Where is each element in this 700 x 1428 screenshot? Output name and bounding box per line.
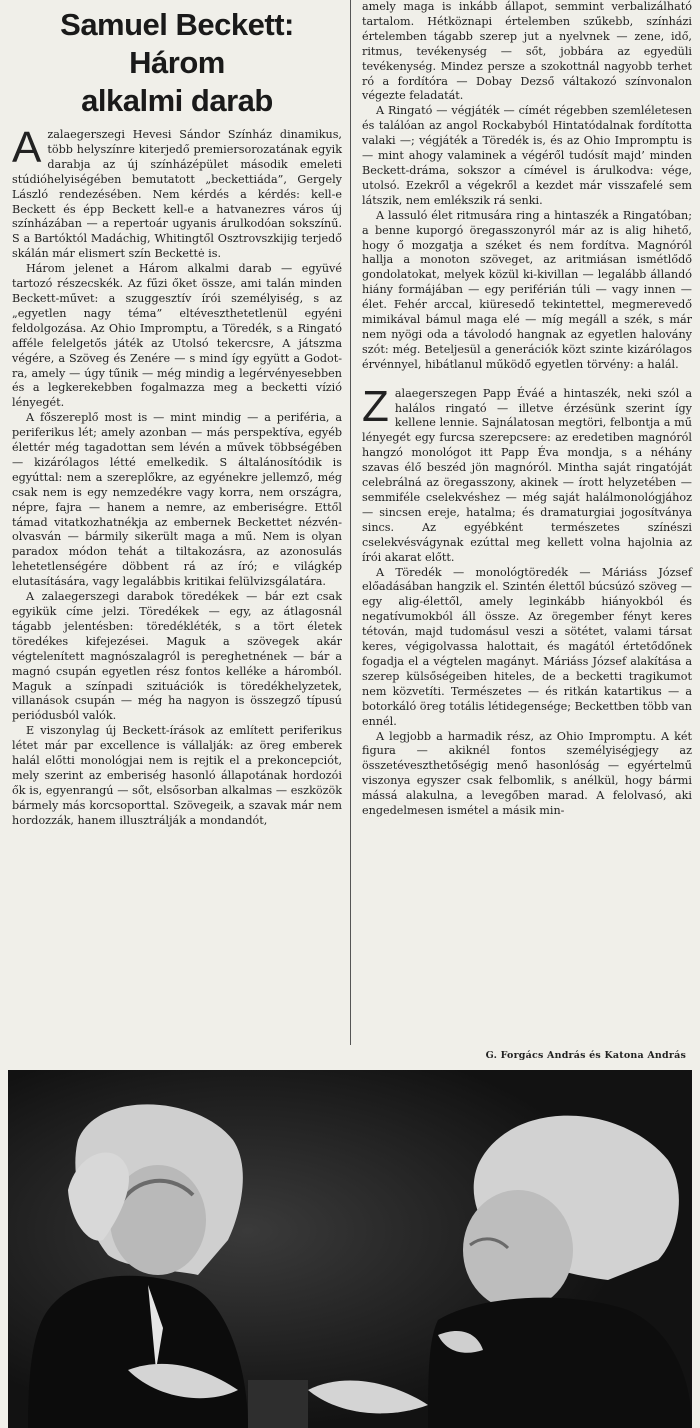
section-gap bbox=[362, 373, 692, 387]
paragraph: A Ringató — végjáték — címét régebben szemléletesen és találóan az angol Rockabyból Hintatódalnak fordította valaki —; végjáték a Töredék is, és az Ohio Impromptu is — mint ahogy valaminek a végéről tudósít majd’ minden Beckett-dráma, sokszor a címével is árulkodva: vége, utolsó. Ezekről a végekről a kezdet már visszafelé sem látszik, nem emlékszik rá senki. bbox=[362, 104, 692, 207]
lead-text: zalaegerszegi Hevesi Sándor Színház dinamikus, több helyszínre kiterjedő premiersorozatának egyik darabja az új színházépület második emeleti stúdióhelyiségében bemutatott „beckettiáda”, Gergely László rendezésében. Nem kérdés a kérdés: kell-e Beckett és épp Beckett kell-e a hatvanezres város új színházában — a repertoár ugyanis árulkodóan sokszínű. S a Bartóktól Madáchig, Whitingtől Osztrovszkijig terjedő skálán már elismert szín Beckettė is. bbox=[12, 128, 342, 261]
section-lead-paragraph bbox=[362, 381, 692, 566]
title-line-2: Három bbox=[129, 45, 225, 80]
title-line-3: alkalmi darab bbox=[81, 83, 273, 118]
paragraph: Három jelenet a Három alkalmi darab — együvé tartozó részecskék. Az fűzi őket össze, ami talán minden Beckett-művet: a szuggesztív írói személyiség, s az „egyetlen nagy téma” eltéveszthetetlenül egyéni feldolgozása. Az Ohio Impromptu, a Töredék, s a Ringató afféle felelgetős játék az Utolsó tekercsre, A játszma végére, a Szöveg és Zenére — s mind így együtt a Godot-ra, amely — úgy tűnik — még mindig a legérvényesebben és a legkerekebben fogalmazza meg a becketti vízió lényegét. bbox=[12, 262, 342, 410]
paragraph: A lassuló élet ritmusára ring a hintaszék a Ringatóban; a benne kuporgó öregasszonyról már az is alig hihető, hogy ő mozgatja a széket és nem fordítva. Magnóról hallja a monoton szöveget, az aritmiásan ismétlődő gondolatokat, melyek közül ki-kivillan — legalább állandó hiány formájában — egy periférián túli — vagy innen — élet. Fehér arccal, kiüresedő tekintettel, megmerevedő mimikával bámul maga elé — míg megáll a szék, s már nem nyögi oda a távolodó hangnak az egyetlen halovány szót: még. Beteljesül a generációk közt szinte kizárólagos érvénnyel, hibátlanul működő egyetlen törvény: a halál. bbox=[362, 208, 692, 371]
dropcap-a: A bbox=[12, 123, 42, 172]
paragraph: amely maga is inkább állapot, semmint verbalizálható tartalom. Hétköznapi értelemben szűkebb, színházi értelemben tágabb szerep jut a nyelvnek — zene, idő, ritmus, tevékenység — sőt, jobbára az egyedüli tevékenység. Mindez persze a szokottnál nagyobb terhet ró a fordítóra — Dobay Dezső váltakozó színvonalon végezte feladatát. bbox=[362, 0, 692, 103]
paragraph: A zalaegerszegi darabok töredékek — bár ezt csak egyikük címe jelzi. Töredékek — egy, az átlagosnál tágabb jelentésben: töredékléték, s a tört életek töredékes kifejezései. Maguk a szövegek akár végtelenített magnószalagról is pereghetnének — bár a magnó csupán egyetlen rész fontos kelléke a háromból. Maguk a színpadi szituációk is töredékhelyzetek, villanások csupán — még ha nagyon is összegző típusú periódusból valók. bbox=[12, 590, 342, 723]
right-column bbox=[362, 0, 692, 819]
section-lead-text: alaegerszegen Papp Éváé a hintaszék, neki szól a halálos ringató — illetve érzésünk szerint így kellene lennie. Sajnálatosan megtöri, felbontja a mű lényegét egy furcsa szerepcsere: az eredetiben magnóról hangzó monológot itt Papp Éva mondja, s a néhány szavas élő beszéd jön magnóról. Mintha saját ringatóját celebrálná az öregasszony, akinek — írott helyzetében — semmiféle cselekvéshez — még saját halálmonológjához — sincsen ereje, hatalma; és dramaturgiai jogosítványa sincs. Az egyébként természetes színészi cselekvésvágynak ezúttal meg kellett volna hajolnia az írói akarat előtt. bbox=[362, 386, 692, 564]
photo-credit: G. Forgács András és Katona András bbox=[485, 1050, 686, 1061]
paragraph: E viszonylag új Beckett-írások az említett periferikus létet már par excellence is vállalják: az öreg emberek halál előtti monológjai nem is rejtik el a prekoncepciót, mely szerint az emberiség hasonló állapotának hordozói ők is, egyenrangú — sőt, elsősorban alkalmas — eszközök bármely más korcsoporttal. Szövegeik, a szavak már nem hordozzák, hanem illusztrálják a mondandót, bbox=[12, 724, 342, 827]
left-column bbox=[12, 0, 342, 829]
photo-illustration bbox=[8, 1070, 692, 1428]
title-line-1: Samuel Beckett: bbox=[60, 7, 294, 42]
paragraph: A főszereplő most is — mint mindig — a periféria, a periferikus lét; amely azonban — más perspektíva, egyéb élettér még tagadottan sem lévén a művek többségében — kizárólagos létté emelkedik. S általánosítódik is egyúttal: nem a szereplőkre, az egyénekre jellemző, még csak nem is egy nemzedékre vagy korra, nem országra, népre, fajra — hanem a nemre, az emberiségre. Ettől támad vitatkozhatnékja az embernek Beckettet nézvén-olvasván — bármily sikerült maga a mű. Nem is olyan paradox módon tehát a tiltakozásra, az azonosulás lehetetlenségére döbbent rá az író; e világkép elutasítására, vagy legalábbis kritikai felülvizsgálatára. bbox=[12, 411, 342, 589]
paragraph: A Töredék — monológtöredék — Máriáss József előadásában hangzik el. Szintén élettől búcsúzó szöveg — egy alig-élettől, amely leginkább hiányokból és negatívumokból áll össze. Az öregember fényt keres tétován, majd tudomásul veszi a sötétet, valami társat keres, végigolvassa halottait, és magától értetődőnek fogadja el a végtelen magányt. Máriáss József alakítása a szerep külsőségeiben hiteles, de a becketti tragikumot nem közvetíti. Természetes — és ritkán katartikus — a botorkáló öreg totális létidegensége; Beckettben több van ennél. bbox=[362, 565, 692, 728]
lead-paragraph bbox=[12, 123, 342, 262]
theatre-photo bbox=[8, 1070, 692, 1428]
column-divider bbox=[350, 0, 351, 1045]
dropcap-z: Z bbox=[362, 381, 389, 431]
paragraph: A legjobb a harmadik rész, az Ohio Impromptu. A két figura — akiknél fontos személyiségjegy az összetéveszthetőségig menő hasonlóság — egyértelmű viszonya egyszer csak felbomlik, s anélkül, hogy bármi mássá alakulna, a levegőben marad. A felolvasó, aki engedelmesen ismétel a másik min- bbox=[362, 729, 692, 818]
article-title bbox=[12, 6, 342, 120]
